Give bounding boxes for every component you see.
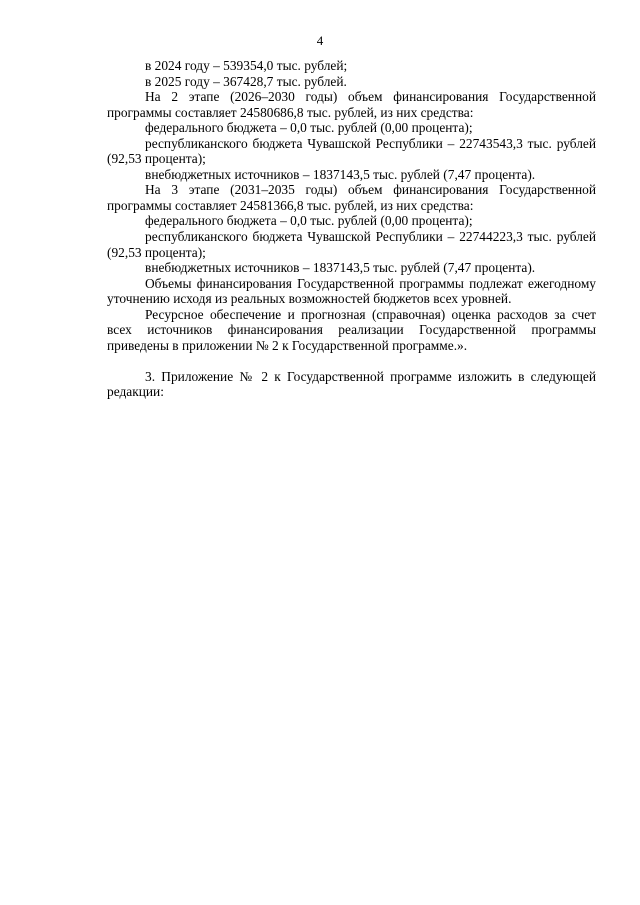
paragraph-stage-2-federal: федерального бюджета – 0,0 тыс. рублей (0,00 процента); <box>145 120 473 136</box>
paragraph-funding-2024: в 2024 году – 539354,0 тыс. рублей; <box>145 58 348 73</box>
paragraph-stage-2-republican: республиканского бюджета Чувашской Республики – 22743543,3 тыс. рублей (92,53 процента); <box>107 135 596 167</box>
paragraph-stage-2-total: На 2 этапе (2026–2030 годы) объем финансирования Государственной программы составляет 24580686,8 тыс. рублей, из них средства: <box>107 89 596 120</box>
paragraph-stage-3-total: На 3 этапе (2031–2035 годы) объем финансирования Государственной программы составляет 24581366,8 тыс. рублей, из них средства: <box>107 182 596 213</box>
paragraph-annual-adjustment: Объемы финансирования Государственной программы подлежат ежегодному уточнению исходя из реальных возможностей бюджетов всех уровней. <box>107 275 596 307</box>
paragraph-appendix-amendment: 3. Приложение № 2 к Государственной программе изложить в следующей редакции: <box>107 368 596 400</box>
paragraph-funding-2025: в 2025 году – 367428,7 тыс. рублей. <box>145 73 347 89</box>
paragraph-stage-3-federal: федерального бюджета – 0,0 тыс. рублей (0,00 процента); <box>145 213 473 229</box>
document-body <box>107 58 596 400</box>
paragraph-stage-3-extrabudgetary: внебюджетных источников – 1837143,5 тыс. рублей (7,47 процента). <box>145 260 536 276</box>
page-number: 4 <box>316 33 324 48</box>
paragraph-stage-2-extrabudgetary: внебюджетных источников – 1837143,5 тыс. рублей (7,47 процента). <box>145 166 536 182</box>
paragraph-resource-provision: Ресурсное обеспечение и прогнозная (справочная) оценка расходов за счет всех источников финансирования реализации Государственной программы приведены в приложении № 2 к Государственной программе.». <box>107 306 596 353</box>
paragraph-stage-3-republican: республиканского бюджета Чувашской Республики – 22744223,3 тыс. рублей (92,53 процента); <box>107 229 596 260</box>
